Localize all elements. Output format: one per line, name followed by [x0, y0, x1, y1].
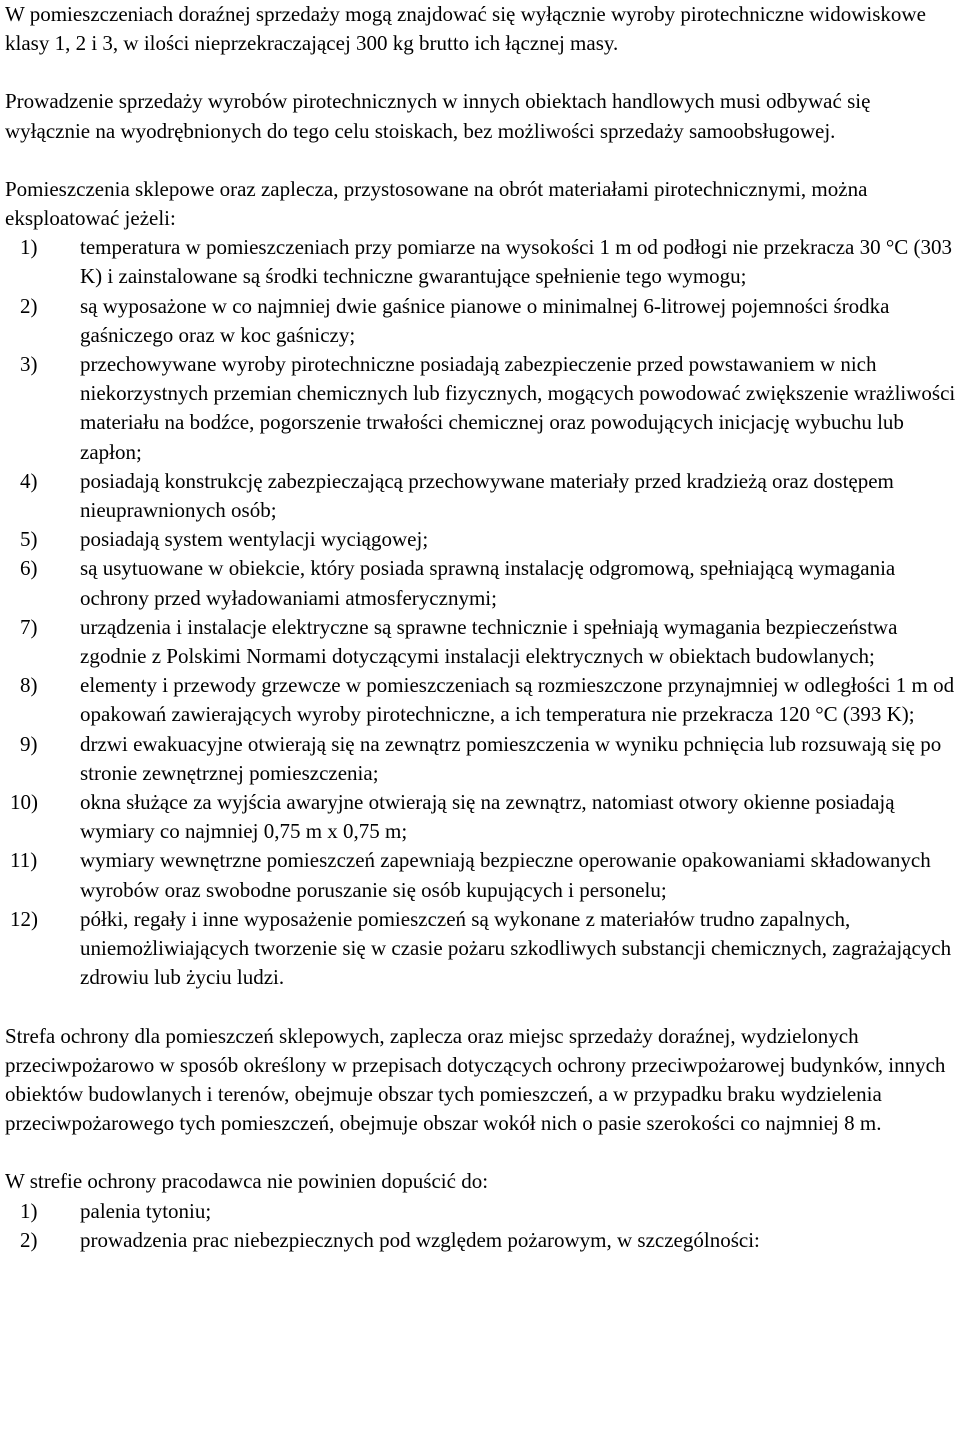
list-item-number: 3) — [20, 352, 38, 377]
list-item — [5, 350, 960, 467]
list-item — [5, 846, 960, 904]
list-item-text: posiadają konstrukcję zabezpieczającą przechowywane materiały przed kradzieżą oraz dostępem nieuprawnionych osób; — [80, 468, 894, 523]
document-page — [5, 0, 960, 1255]
paragraph-protection-zone: Strefa ochrony dla pomieszczeń sklepowych, zaplecza oraz miejsc sprzedaży doraźnej, wydzielonych przeciwpożarowo w sposób określony w przepisach dotyczących ochrony przeciwpożarowej budynków, innych obiektów budowlanych i terenów, obejmuje obszar tych pomieszczeń, a w przypadku braku wydzielenia przeciwpożarowego tych pomieszczeń, obejmuje obszar wokół nich o pasie szerokości co najmniej 8 m. — [5, 1023, 946, 1136]
list-item-text: wymiary wewnętrzne pomieszczeń zapewniają bezpieczne operowanie opakowaniami składowanych wyrobów oraz swobodne poruszanie się osób kupujących i personelu; — [80, 848, 931, 902]
list-item-number: 2) — [20, 293, 38, 318]
list-item — [5, 613, 960, 671]
list-item-text: drzwi ewakuacyjne otwierają się na zewnątrz pomieszczenia w wyniku pchnięcia lub rozsuwają się po stronie zewnętrznej pomieszczenia; — [80, 731, 942, 785]
list-item — [5, 292, 960, 350]
list-item — [5, 671, 960, 729]
list-item-text: są wyposażone w co najmniej dwie gaśnice pianowe o minimalnej 6-litrowej pojemności środka gaśniczego oraz w koc gaśniczy; — [80, 293, 890, 347]
list-item-text: palenia tytoniu; — [80, 1198, 212, 1223]
list-item — [5, 1197, 960, 1226]
list-item-number: 5) — [20, 527, 38, 552]
list-item-number: 1) — [20, 235, 38, 260]
paragraph-other-retail: Prowadzenie sprzedaży wyrobów pirotechnicznych w innych obiektach handlowych musi odbywać się wyłącznie na wyodrębnionych do tego celu stoiskach, bez możliwości sprzedaży samoobsługowej. — [5, 89, 871, 143]
list-item-number: 2) — [20, 1227, 38, 1252]
list-item-text: prowadzenia prac niebezpiecznych pod względem pożarowym, w szczególności: — [80, 1227, 760, 1252]
paragraph-store-rooms: Pomieszczenia sklepowe oraz zaplecza, przystosowane na obrót materiałami pirotechnicznymi, można eksploatować jeżeli: — [5, 176, 868, 231]
list-item — [5, 730, 960, 788]
list-item-text: temperatura w pomieszczeniach przy pomiarze na wysokości 1 m od podłogi nie przekracza 30 °C (303 K) i zainstalowane są środki techniczne gwarantujące spełnienie tego wymogu; — [80, 235, 953, 289]
list-item — [5, 554, 960, 612]
list-item-text: elementy i przewody grzewcze w pomieszczeniach są rozmieszczone przynajmniej w odległości 1 m od opakowań zawierających wyroby pirotechniczne, a ich temperatura nie przekracza 120 °C (393 K); — [80, 673, 955, 727]
prohibitions-list — [5, 1197, 960, 1255]
list-item-text: okna służące za wyjścia awaryjne otwierają się na zewnątrz, natomiast otwory okienne posiadają wymiary co najmniej 0,75 m x 0,75 m; — [80, 790, 895, 844]
list-item-number: 1) — [20, 1198, 38, 1223]
list-item-text: posiadają system wentylacji wyciągowej; — [80, 527, 429, 552]
list-item — [5, 905, 960, 993]
list-item-text: są usytuowane w obiekcie, który posiada sprawną instalację odgromową, spełniającą wymagania ochrony przed wyładowaniami atmosferycznymi; — [80, 556, 896, 610]
list-item-text: urządzenia i instalacje elektryczne są sprawne technicznie i spełniają wymagania bezpieczeństwa zgodnie z Polskimi Normami dotyczącymi instalacji elektrycznych w obiektach budowlanych; — [80, 614, 898, 669]
list-item-number: 10) — [10, 790, 38, 815]
paragraph-sales-rooms: W pomieszczeniach doraźnej sprzedaży mogą znajdować się wyłącznie wyroby pirotechniczne widowiskowe klasy 1, 2 i 3, w ilości nieprzekraczającej 300 kg brutto ich łącznej masy. — [5, 2, 926, 56]
list-item — [5, 525, 960, 554]
list-item-number: 8) — [20, 673, 38, 698]
list-item-number: 4) — [20, 468, 38, 493]
list-item — [5, 788, 960, 846]
list-item-text: przechowywane wyroby pirotechniczne posiadają zabezpieczenie przed powstawaniem w nich niekorzystnych przemian chemicznych lub fizycznych, mogących powodować zwiększenie wrażliwości materiału na bodźce, pogorszenie trwałości chemicznej oraz powodujących inicjację wybuchu lub zapłon; — [80, 352, 956, 464]
list-item — [5, 467, 960, 525]
list-item-number: 6) — [20, 556, 38, 581]
list-item-text: półki, regały i inne wyposażenie pomieszczeń są wykonane z materiałów trudno zapalnych, uniemożliwiających tworzenie się w czasie pożaru szkodliwych substancji chemicznych, zagrażających zdrowiu lub życiu ludzi. — [80, 906, 952, 990]
list-item-number: 12) — [10, 906, 38, 931]
list-item — [5, 1226, 960, 1255]
list-item — [5, 233, 960, 291]
paragraph-zone-rules: W strefie ochrony pracodawca nie powinien dopuścić do: — [5, 1169, 489, 1194]
list-item-number: 11) — [10, 848, 38, 873]
list-item-number: 7) — [20, 614, 38, 639]
conditions-list — [5, 233, 960, 992]
list-item-number: 9) — [20, 731, 38, 756]
